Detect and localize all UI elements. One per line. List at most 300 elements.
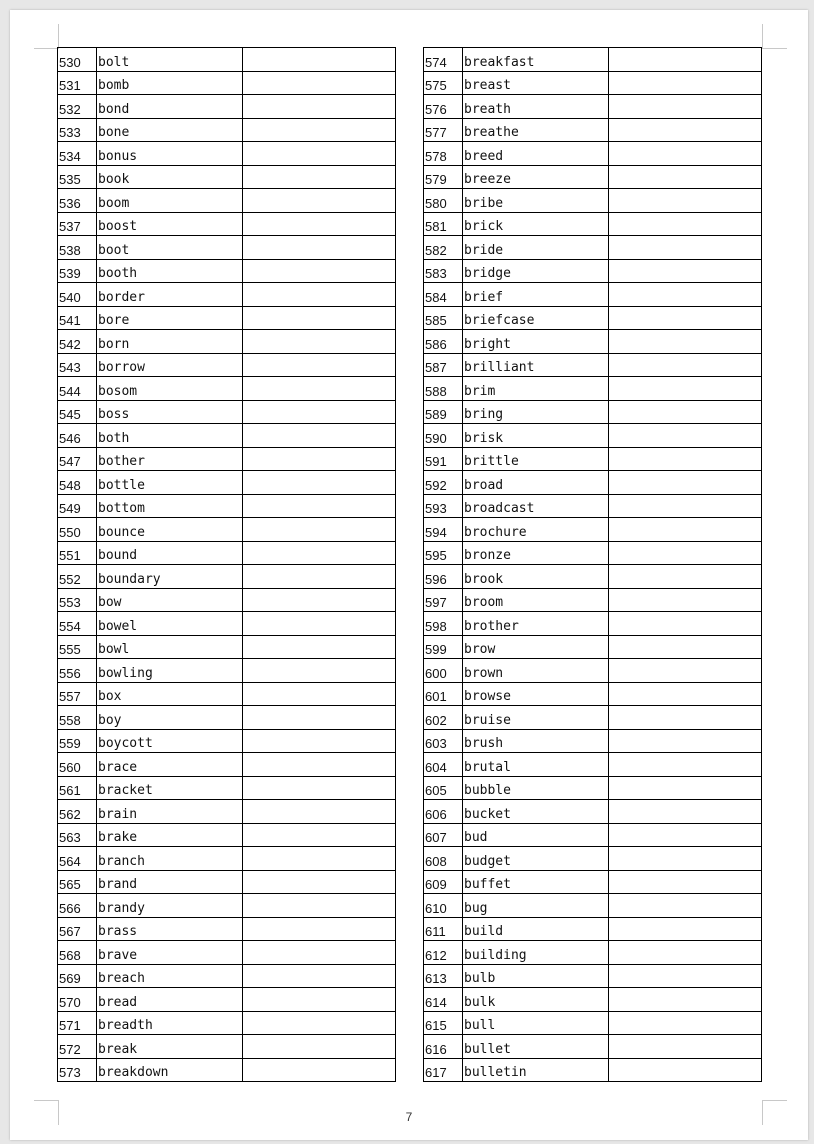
vocabulary-word: broadcast [463,494,609,518]
blank-cell [609,189,762,213]
row-number: 563 [58,823,97,847]
table-row [424,447,762,471]
blank-cell [609,565,762,589]
row-number: 533 [58,118,97,142]
blank-cell [243,118,396,142]
blank-cell [243,682,396,706]
table-row [424,165,762,189]
row-number: 539 [58,259,97,283]
blank-cell [609,283,762,307]
table-row [424,870,762,894]
row-number: 612 [424,941,463,965]
row-number: 546 [58,424,97,448]
vocabulary-word: bonus [97,142,243,166]
table-row [58,71,396,95]
blank-cell [609,800,762,824]
blank-cell [609,917,762,941]
vocabulary-word: breath [463,95,609,119]
blank-cell [243,588,396,612]
row-number: 560 [58,753,97,777]
row-number: 608 [424,847,463,871]
row-number: 583 [424,259,463,283]
vocabulary-word: bracket [97,776,243,800]
table-row [424,259,762,283]
table-row [58,988,396,1012]
row-number: 545 [58,400,97,424]
blank-cell [243,212,396,236]
table-row [424,400,762,424]
blank-cell [243,659,396,683]
vocabulary-word: building [463,941,609,965]
blank-cell [609,682,762,706]
vocabulary-word: brook [463,565,609,589]
table-row [58,330,396,354]
row-number: 564 [58,847,97,871]
blank-cell [243,283,396,307]
table-row [424,142,762,166]
table-row [424,823,762,847]
table-row [424,682,762,706]
vocabulary-word: build [463,917,609,941]
vocabulary-word: bucket [463,800,609,824]
table-row [424,541,762,565]
vocabulary-word: breeze [463,165,609,189]
row-number: 558 [58,706,97,730]
table-row [58,212,396,236]
blank-cell [243,894,396,918]
blank-cell [609,353,762,377]
blank-cell [609,165,762,189]
table-row [424,776,762,800]
blank-cell [243,424,396,448]
vocabulary-word: bug [463,894,609,918]
table-row [424,988,762,1012]
row-number: 568 [58,941,97,965]
blank-cell [243,1058,396,1082]
vocabulary-word: breadth [97,1011,243,1035]
row-number: 542 [58,330,97,354]
table-row [424,1035,762,1059]
blank-cell [243,706,396,730]
row-number: 602 [424,706,463,730]
row-number: 611 [424,917,463,941]
page-number: 7 [405,1110,413,1124]
row-number: 577 [424,118,463,142]
row-number: 537 [58,212,97,236]
table-row [424,612,762,636]
vocabulary-word: both [97,424,243,448]
row-number: 551 [58,541,97,565]
blank-cell [243,612,396,636]
vocabulary-word: briefcase [463,306,609,330]
table-row [424,518,762,542]
blank-cell [243,189,396,213]
vocabulary-word: bulb [463,964,609,988]
vocabulary-word: brisk [463,424,609,448]
vocabulary-word: breast [463,71,609,95]
row-number: 609 [424,870,463,894]
row-number: 580 [424,189,463,213]
table-row [58,941,396,965]
table-row [424,48,762,72]
row-number: 605 [424,776,463,800]
row-number: 599 [424,635,463,659]
blank-cell [609,588,762,612]
vocabulary-word: bowl [97,635,243,659]
row-number: 573 [58,1058,97,1082]
row-number: 570 [58,988,97,1012]
blank-cell [243,447,396,471]
blank-cell [609,1011,762,1035]
vocabulary-word: brother [463,612,609,636]
blank-cell [609,330,762,354]
row-number: 562 [58,800,97,824]
table-row [424,800,762,824]
blank-cell [609,447,762,471]
blank-cell [609,776,762,800]
blank-cell [243,236,396,260]
row-number: 569 [58,964,97,988]
vocabulary-word: buffet [463,870,609,894]
table-row [58,353,396,377]
blank-cell [243,306,396,330]
table-row [58,424,396,448]
blank-cell [609,964,762,988]
row-number: 553 [58,588,97,612]
vocabulary-word: brake [97,823,243,847]
table-row [424,941,762,965]
vocabulary-word: brick [463,212,609,236]
table-row [424,588,762,612]
vocabulary-word: bride [463,236,609,260]
vocabulary-word: brittle [463,447,609,471]
vocabulary-word: boycott [97,729,243,753]
blank-cell [609,236,762,260]
blank-cell [609,847,762,871]
table-row [58,48,396,72]
row-number: 581 [424,212,463,236]
vocabulary-word: bright [463,330,609,354]
table-row [58,823,396,847]
vocabulary-word: boom [97,189,243,213]
vocabulary-word: bring [463,400,609,424]
vocabulary-word: border [97,283,243,307]
blank-cell [243,964,396,988]
row-number: 576 [424,95,463,119]
row-number: 536 [58,189,97,213]
vocabulary-word: boss [97,400,243,424]
vocabulary-word: brush [463,729,609,753]
blank-cell [609,894,762,918]
row-number: 535 [58,165,97,189]
row-number: 572 [58,1035,97,1059]
row-number: 534 [58,142,97,166]
vocabulary-word: bone [97,118,243,142]
blank-cell [243,259,396,283]
vocabulary-word: breakfast [463,48,609,72]
row-number: 584 [424,283,463,307]
word-table-left-body [58,48,396,1082]
table-row [424,71,762,95]
vocabulary-word: brief [463,283,609,307]
row-number: 567 [58,917,97,941]
table-row [58,894,396,918]
vocabulary-word: break [97,1035,243,1059]
blank-cell [609,471,762,495]
blank-cell [243,353,396,377]
blank-cell [243,377,396,401]
table-row [58,471,396,495]
blank-cell [243,71,396,95]
row-number: 610 [424,894,463,918]
vocabulary-word: brow [463,635,609,659]
vocabulary-word: browse [463,682,609,706]
row-number: 566 [58,894,97,918]
table-row [424,706,762,730]
row-number: 540 [58,283,97,307]
table-row [58,1011,396,1035]
vocabulary-word: bruise [463,706,609,730]
row-number: 615 [424,1011,463,1035]
table-row [424,1011,762,1035]
table-row [424,330,762,354]
vocabulary-word: bridge [463,259,609,283]
table-row [424,635,762,659]
blank-cell [609,259,762,283]
crop-mark-top-right [762,24,787,49]
crop-mark-top-left [34,24,59,49]
vocabulary-word: bound [97,541,243,565]
blank-cell [609,518,762,542]
blank-cell [243,917,396,941]
blank-cell [609,400,762,424]
row-number: 607 [424,823,463,847]
table-row [58,95,396,119]
blank-cell [243,48,396,72]
vocabulary-word: bud [463,823,609,847]
row-number: 530 [58,48,97,72]
table-row [424,894,762,918]
word-table-right [423,47,762,1082]
row-number: 606 [424,800,463,824]
table-row [424,565,762,589]
row-number: 597 [424,588,463,612]
table-row [58,635,396,659]
table-row [58,283,396,307]
vocabulary-word: breed [463,142,609,166]
vocabulary-word: bulletin [463,1058,609,1082]
row-number: 531 [58,71,97,95]
row-number: 557 [58,682,97,706]
row-number: 588 [424,377,463,401]
vocabulary-word: brilliant [463,353,609,377]
vocabulary-word: brain [97,800,243,824]
row-number: 544 [58,377,97,401]
vocabulary-word: bread [97,988,243,1012]
table-row [58,518,396,542]
row-number: 575 [424,71,463,95]
blank-cell [243,541,396,565]
blank-cell [609,142,762,166]
row-number: 595 [424,541,463,565]
word-table-right-body [424,48,762,1082]
vocabulary-word: brace [97,753,243,777]
row-number: 555 [58,635,97,659]
vocabulary-word: brand [97,870,243,894]
row-number: 594 [424,518,463,542]
vocabulary-word: breathe [463,118,609,142]
table-row [424,1058,762,1082]
table-row [58,165,396,189]
row-number: 571 [58,1011,97,1035]
vocabulary-word: boot [97,236,243,260]
row-number: 589 [424,400,463,424]
table-row [424,377,762,401]
table-row [424,236,762,260]
row-number: 592 [424,471,463,495]
table-row [58,400,396,424]
table-row [424,847,762,871]
blank-cell [243,95,396,119]
row-number: 549 [58,494,97,518]
blank-cell [243,988,396,1012]
vocabulary-word: bother [97,447,243,471]
blank-cell [609,706,762,730]
row-number: 554 [58,612,97,636]
row-number: 614 [424,988,463,1012]
vocabulary-word: bribe [463,189,609,213]
row-number: 591 [424,447,463,471]
table-row [58,1058,396,1082]
row-number: 586 [424,330,463,354]
blank-cell [609,424,762,448]
document-page [10,10,808,1140]
row-number: 617 [424,1058,463,1082]
vocabulary-word: broom [463,588,609,612]
blank-cell [243,471,396,495]
row-number: 604 [424,753,463,777]
row-number: 532 [58,95,97,119]
table-row [58,259,396,283]
vocabulary-word: boy [97,706,243,730]
table-row [58,776,396,800]
vocabulary-word: branch [97,847,243,871]
table-row [58,1035,396,1059]
vocabulary-word: borrow [97,353,243,377]
blank-cell [609,729,762,753]
table-row [58,964,396,988]
blank-cell [609,541,762,565]
table-row [58,588,396,612]
row-number: 561 [58,776,97,800]
vocabulary-word: breakdown [97,1058,243,1082]
table-row [58,142,396,166]
row-number: 556 [58,659,97,683]
table-row [58,612,396,636]
table-row [424,729,762,753]
table-row [58,494,396,518]
row-number: 600 [424,659,463,683]
blank-cell [243,330,396,354]
vocabulary-word: bullet [463,1035,609,1059]
vocabulary-word: bond [97,95,243,119]
vocabulary-word: bow [97,588,243,612]
blank-cell [243,776,396,800]
blank-cell [243,142,396,166]
row-number: 585 [424,306,463,330]
vocabulary-word: book [97,165,243,189]
vocabulary-word: brandy [97,894,243,918]
vocabulary-word: bulk [463,988,609,1012]
vocabulary-word: bore [97,306,243,330]
blank-cell [243,870,396,894]
table-row [58,377,396,401]
table-row [424,306,762,330]
vocabulary-word: brutal [463,753,609,777]
vocabulary-word: bottle [97,471,243,495]
table-row [58,870,396,894]
vocabulary-word: bull [463,1011,609,1035]
blank-cell [609,823,762,847]
table-row [424,424,762,448]
row-number: 590 [424,424,463,448]
row-number: 601 [424,682,463,706]
vocabulary-word: bomb [97,71,243,95]
row-number: 579 [424,165,463,189]
vocabulary-word: bubble [463,776,609,800]
table-row [58,917,396,941]
row-number: 596 [424,565,463,589]
blank-cell [609,1058,762,1082]
table-row [424,189,762,213]
blank-cell [609,753,762,777]
blank-cell [609,48,762,72]
table-row [424,118,762,142]
row-number: 587 [424,353,463,377]
blank-cell [243,518,396,542]
row-number: 559 [58,729,97,753]
row-number: 541 [58,306,97,330]
blank-cell [609,941,762,965]
table-row [424,212,762,236]
vocabulary-word: boundary [97,565,243,589]
table-row [58,800,396,824]
blank-cell [243,565,396,589]
table-row [58,447,396,471]
vocabulary-word: bounce [97,518,243,542]
table-row [58,236,396,260]
table-row [424,659,762,683]
table-row [58,659,396,683]
blank-cell [243,1035,396,1059]
vocabulary-word: brown [463,659,609,683]
table-row [424,353,762,377]
row-number: 616 [424,1035,463,1059]
vocabulary-word: brim [463,377,609,401]
row-number: 538 [58,236,97,260]
blank-cell [243,635,396,659]
row-number: 547 [58,447,97,471]
vocabulary-word: bowel [97,612,243,636]
vocabulary-word: bolt [97,48,243,72]
table-row [424,964,762,988]
vocabulary-word: budget [463,847,609,871]
blank-cell [609,212,762,236]
blank-cell [243,823,396,847]
row-number: 582 [424,236,463,260]
blank-cell [609,71,762,95]
table-row [58,565,396,589]
